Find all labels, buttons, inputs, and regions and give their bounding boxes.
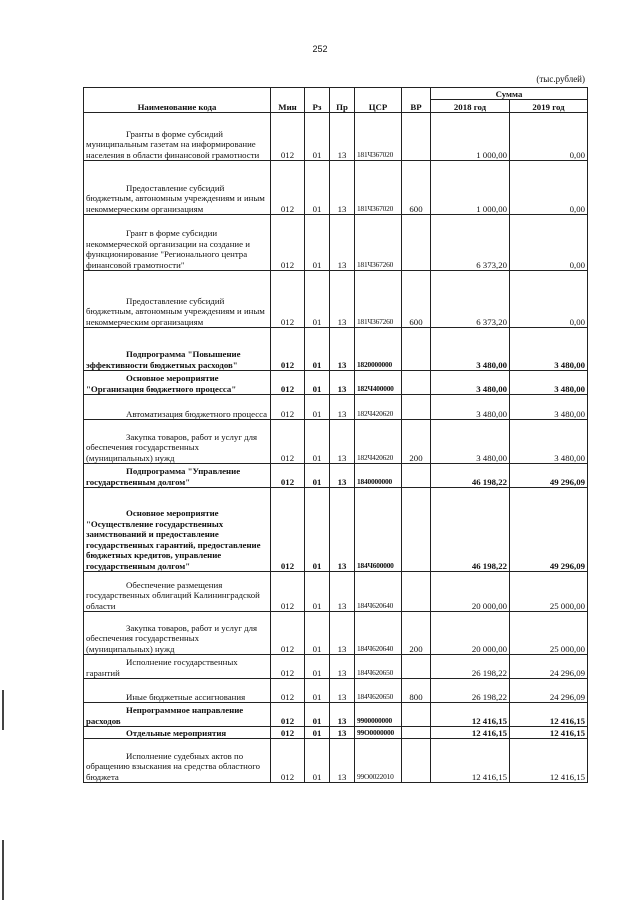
row-name — [84, 395, 271, 420]
header-2018: 2018 год — [431, 100, 510, 113]
row-vr: 200 — [402, 420, 431, 464]
table-row — [84, 655, 588, 679]
row-rz: 01 — [305, 113, 330, 161]
row-value-2019: 49 296,09 — [510, 464, 588, 488]
row-csr: 184Ч620650 — [355, 679, 402, 703]
scan-edge-mark — [2, 690, 4, 730]
row-pr: 13 — [330, 271, 355, 328]
row-name — [84, 739, 271, 783]
table-row — [84, 703, 588, 727]
row-value-2019: 3 480,00 — [510, 420, 588, 464]
row-value-2018: 26 198,22 — [431, 679, 510, 703]
row-csr: 99О0022010 — [355, 739, 402, 783]
row-rz: 01 — [305, 488, 330, 572]
row-min: 012 — [271, 420, 305, 464]
row-vr — [402, 655, 431, 679]
row-name — [84, 655, 271, 679]
row-csr: 181Ч367020 — [355, 161, 402, 215]
table-row — [84, 371, 588, 395]
row-rz: 01 — [305, 161, 330, 215]
row-value-2018: 1 000,00 — [431, 161, 510, 215]
row-min: 012 — [271, 161, 305, 215]
row-name-text: Исполнение судебных актов по обращению взыскания на средства областного бюджета — [86, 750, 261, 782]
row-pr: 13 — [330, 739, 355, 783]
row-csr: 181Ч367260 — [355, 271, 402, 328]
row-vr: 600 — [402, 271, 431, 328]
row-value-2019: 12 416,15 — [510, 703, 588, 727]
row-csr: 9900000000 — [355, 703, 402, 727]
row-vr — [402, 464, 431, 488]
table-row — [84, 271, 588, 328]
row-value-2018: 26 198,22 — [431, 655, 510, 679]
scan-edge-mark — [2, 840, 4, 900]
row-pr: 13 — [330, 328, 355, 371]
row-name — [84, 464, 271, 488]
row-value-2019: 25 000,00 — [510, 612, 588, 655]
row-value-2019: 3 480,00 — [510, 328, 588, 371]
row-name — [84, 488, 271, 572]
row-rz: 01 — [305, 703, 330, 727]
row-min: 012 — [271, 572, 305, 612]
row-value-2018: 6 373,20 — [431, 271, 510, 328]
row-vr — [402, 215, 431, 271]
row-value-2018: 3 480,00 — [431, 328, 510, 371]
row-rz: 01 — [305, 739, 330, 783]
row-vr — [402, 739, 431, 783]
row-name-text: Основное мероприятие "Осуществление государственных заимствований и предоставление государственных гарантий, предоставление бюджетных кредитов, управление государственным долгом" — [86, 508, 261, 571]
header-2019: 2019 год — [510, 100, 588, 113]
row-csr: 184Ч620650 — [355, 655, 402, 679]
row-name — [84, 161, 271, 215]
row-value-2018: 46 198,22 — [431, 488, 510, 572]
row-pr: 13 — [330, 113, 355, 161]
row-name-text: Закупка товаров, работ и услуг для обеспечения государственных (муниципальных) нужд — [86, 622, 258, 654]
row-name — [84, 612, 271, 655]
row-csr: 1820000000 — [355, 328, 402, 371]
row-name — [84, 727, 271, 739]
row-pr: 13 — [330, 215, 355, 271]
row-vr — [402, 113, 431, 161]
row-vr — [402, 727, 431, 739]
table-row — [84, 215, 588, 271]
row-rz: 01 — [305, 464, 330, 488]
row-rz: 01 — [305, 215, 330, 271]
units-label: (тыс.рублей) — [536, 74, 585, 84]
row-min: 012 — [271, 271, 305, 328]
row-min: 012 — [271, 395, 305, 420]
row-vr — [402, 371, 431, 395]
row-min: 012 — [271, 464, 305, 488]
row-vr: 600 — [402, 161, 431, 215]
table-row — [84, 572, 588, 612]
row-value-2019: 24 296,09 — [510, 655, 588, 679]
row-name — [84, 420, 271, 464]
row-value-2019: 12 416,15 — [510, 727, 588, 739]
row-value-2019: 0,00 — [510, 113, 588, 161]
row-value-2019: 0,00 — [510, 271, 588, 328]
row-rz: 01 — [305, 271, 330, 328]
row-value-2018: 12 416,15 — [431, 703, 510, 727]
row-min: 012 — [271, 113, 305, 161]
row-name — [84, 679, 271, 703]
row-vr: 800 — [402, 679, 431, 703]
table-row — [84, 679, 588, 703]
row-name — [84, 113, 271, 161]
row-value-2018: 3 480,00 — [431, 395, 510, 420]
header-name: Наименование кода — [84, 88, 271, 113]
row-min: 012 — [271, 488, 305, 572]
table-row — [84, 420, 588, 464]
row-pr: 13 — [330, 464, 355, 488]
row-rz: 01 — [305, 655, 330, 679]
row-min: 012 — [271, 612, 305, 655]
row-min: 012 — [271, 739, 305, 783]
row-csr: 1840000000 — [355, 464, 402, 488]
row-value-2018: 20 000,00 — [431, 572, 510, 612]
row-vr — [402, 703, 431, 727]
row-name-text: Отдельные мероприятия — [126, 727, 227, 738]
row-name-text: Основное мероприятие "Организация бюджетного процесса" — [86, 373, 237, 394]
table-row — [84, 113, 588, 161]
row-name-text: Закупка товаров, работ и услуг для обеспечения государственных (муниципальных) нужд — [86, 431, 258, 463]
row-min: 012 — [271, 655, 305, 679]
header-vr: ВР — [402, 88, 431, 113]
row-value-2018: 46 198,22 — [431, 464, 510, 488]
row-name-text: Иные бюджетные ассигнования — [126, 691, 246, 702]
row-value-2018: 3 480,00 — [431, 371, 510, 395]
row-csr: 184Ч600000 — [355, 488, 402, 572]
row-pr: 13 — [330, 703, 355, 727]
row-name-text: Грант в форме субсидии некоммерческой организации на создание и функционирование "Регионального центра финансовой грамотности" — [86, 228, 250, 270]
row-rz: 01 — [305, 395, 330, 420]
row-vr — [402, 395, 431, 420]
row-rz: 01 — [305, 371, 330, 395]
row-value-2018: 12 416,15 — [431, 727, 510, 739]
row-value-2019: 12 416,15 — [510, 739, 588, 783]
row-name — [84, 703, 271, 727]
row-name-text: Предоставление субсидий бюджетным, автономным учреждениям и иным некоммерческим организациям — [86, 295, 265, 327]
row-rz: 01 — [305, 420, 330, 464]
row-pr: 13 — [330, 612, 355, 655]
row-rz: 01 — [305, 727, 330, 739]
row-vr — [402, 488, 431, 572]
row-value-2019: 3 480,00 — [510, 371, 588, 395]
row-rz: 01 — [305, 328, 330, 371]
row-pr: 13 — [330, 679, 355, 703]
header-sum: Сумма — [431, 88, 588, 100]
table-row — [84, 464, 588, 488]
row-vr — [402, 572, 431, 612]
row-pr: 13 — [330, 488, 355, 572]
row-name-text: Непрограммное направление расходов — [86, 705, 244, 726]
row-min: 012 — [271, 727, 305, 739]
row-value-2018: 20 000,00 — [431, 612, 510, 655]
row-min: 012 — [271, 703, 305, 727]
row-name-text: Предоставление субсидий бюджетным, автономным учреждениям и иным некоммерческим организациям — [86, 182, 265, 214]
row-name-text: Исполнение государственных гарантий — [86, 657, 238, 678]
row-pr: 13 — [330, 371, 355, 395]
table-row — [84, 488, 588, 572]
row-value-2019: 0,00 — [510, 215, 588, 271]
row-name-text: Автоматизация бюджетного процесса — [126, 408, 268, 419]
row-min: 012 — [271, 328, 305, 371]
row-min: 012 — [271, 679, 305, 703]
row-csr: 184Ч620640 — [355, 612, 402, 655]
row-name — [84, 215, 271, 271]
row-min: 012 — [271, 215, 305, 271]
table-row — [84, 328, 588, 371]
row-csr: 182Ч420620 — [355, 395, 402, 420]
row-value-2019: 49 296,09 — [510, 488, 588, 572]
row-value-2019: 3 480,00 — [510, 395, 588, 420]
row-csr: 181Ч367020 — [355, 113, 402, 161]
row-rz: 01 — [305, 679, 330, 703]
table-row — [84, 727, 588, 739]
budget-table — [83, 87, 588, 783]
row-value-2018: 6 373,20 — [431, 215, 510, 271]
row-vr — [402, 328, 431, 371]
page-number: 252 — [312, 44, 328, 54]
row-value-2018: 12 416,15 — [431, 739, 510, 783]
row-name-text: Подпрограмма "Управление государственным долгом" — [86, 466, 241, 487]
header-pr: Пр — [330, 88, 355, 113]
row-csr: 182Ч400000 — [355, 371, 402, 395]
row-name — [84, 572, 271, 612]
row-csr: 99О0000000 — [355, 727, 402, 739]
row-name-text: Обеспечение размещения государственных облигаций Калининградской области — [86, 579, 260, 611]
row-name-text: Подпрограмма "Повышение эффективности бюджетных расходов" — [86, 349, 241, 370]
table-row — [84, 395, 588, 420]
row-rz: 01 — [305, 572, 330, 612]
header-min: Мин — [271, 88, 305, 113]
table-row — [84, 612, 588, 655]
row-name — [84, 271, 271, 328]
row-pr: 13 — [330, 572, 355, 612]
table-row — [84, 161, 588, 215]
row-min: 012 — [271, 371, 305, 395]
table-row — [84, 739, 588, 783]
row-pr: 13 — [330, 161, 355, 215]
row-name-text: Гранты в форме субсидий муниципальным газетам на информирование населения в области финансовой грамотности — [86, 128, 260, 160]
row-value-2019: 25 000,00 — [510, 572, 588, 612]
row-vr: 200 — [402, 612, 431, 655]
row-name — [84, 328, 271, 371]
row-csr: 182Ч420620 — [355, 420, 402, 464]
row-pr: 13 — [330, 655, 355, 679]
row-pr: 13 — [330, 395, 355, 420]
row-pr: 13 — [330, 420, 355, 464]
row-name — [84, 371, 271, 395]
row-pr: 13 — [330, 727, 355, 739]
header-rz: Рз — [305, 88, 330, 113]
row-value-2019: 0,00 — [510, 161, 588, 215]
row-value-2018: 3 480,00 — [431, 420, 510, 464]
header-csr: ЦСР — [355, 88, 402, 113]
row-csr: 184Ч620640 — [355, 572, 402, 612]
row-csr: 181Ч367260 — [355, 215, 402, 271]
row-value-2019: 24 296,09 — [510, 679, 588, 703]
table-body — [84, 113, 588, 783]
row-value-2018: 1 000,00 — [431, 113, 510, 161]
row-rz: 01 — [305, 612, 330, 655]
